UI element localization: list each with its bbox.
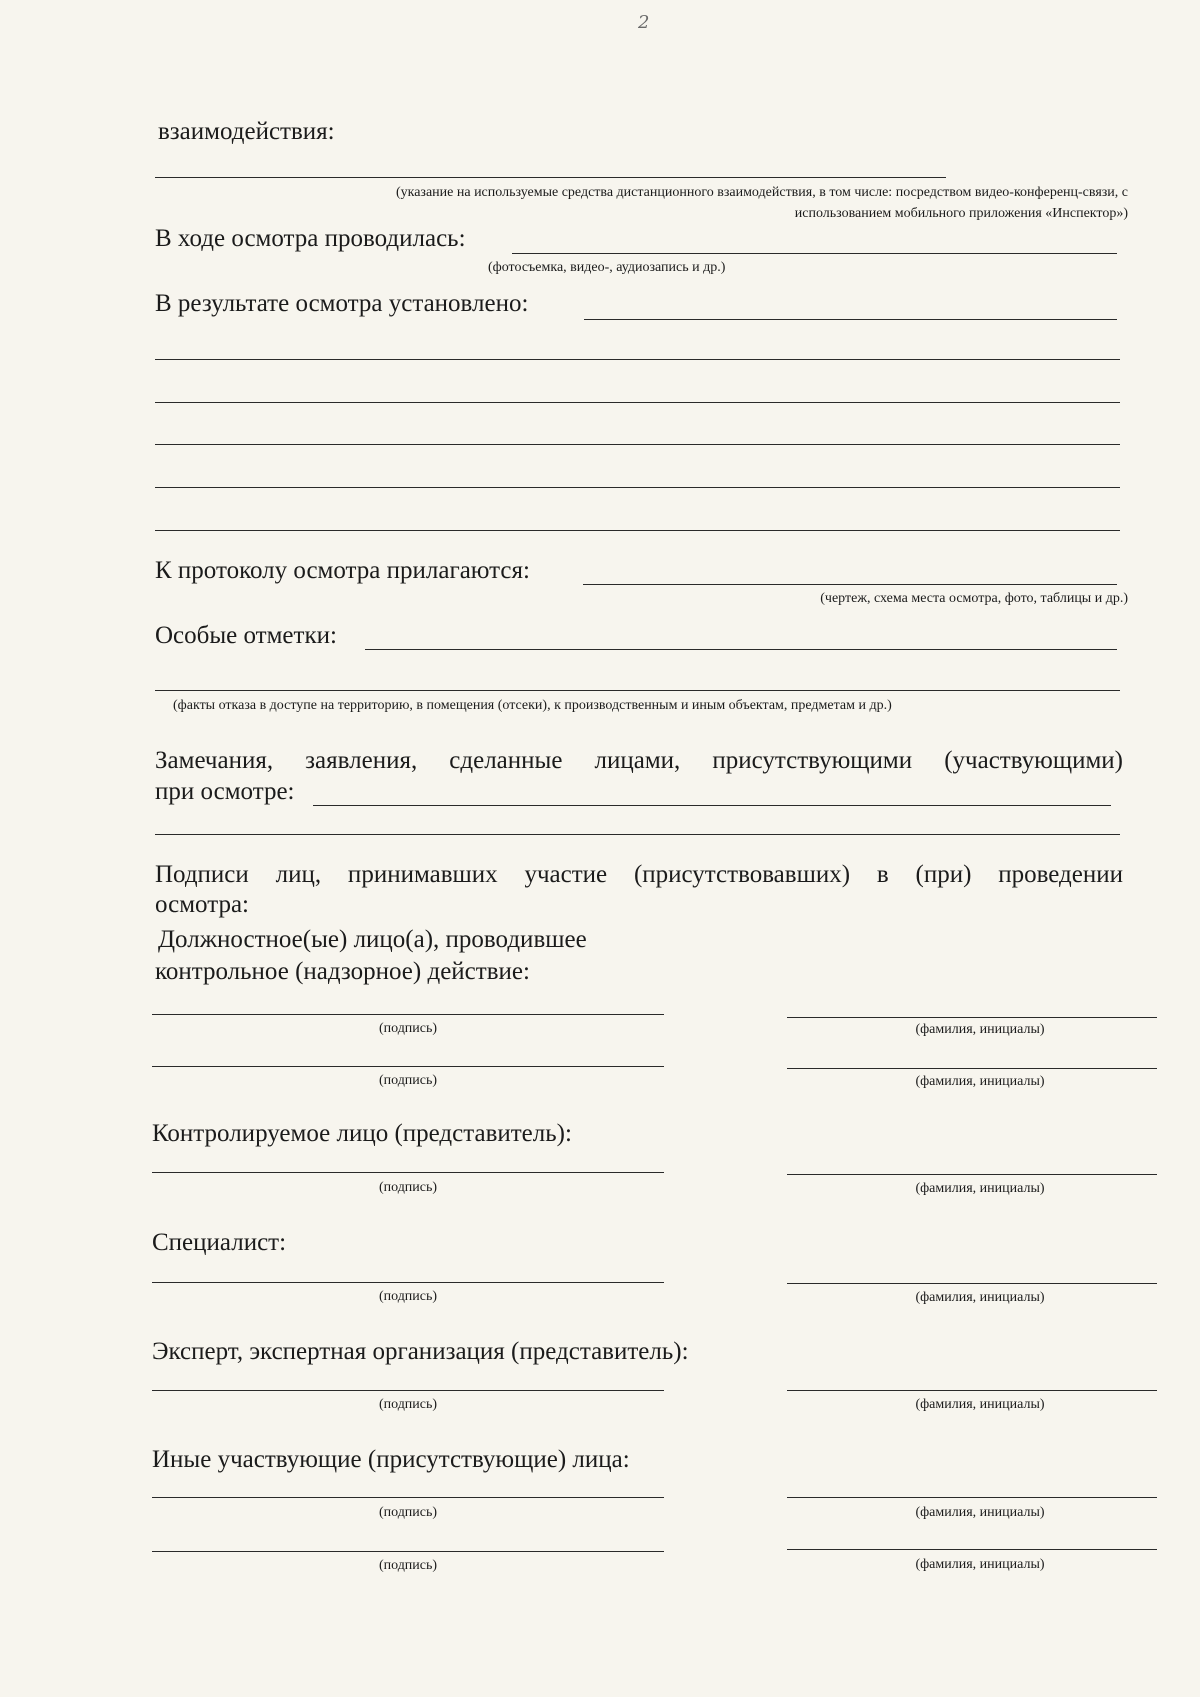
recording-label: В ходе осмотра проводилась: xyxy=(155,225,466,252)
attachments-line xyxy=(583,584,1117,585)
attachments-note: (чертеж, схема места осмотра, фото, таблицы и др.) xyxy=(820,591,1128,606)
signatures-line-1: Подписи лиц, принимавших участие (присутствовавших) в (при) проведении xyxy=(155,861,1123,888)
official-line-2: контрольное (надзорное) действие: xyxy=(155,958,530,985)
controlled-label: Контролируемое лицо (представитель): xyxy=(152,1120,572,1147)
official-name-line-1 xyxy=(787,1017,1157,1018)
recording-line xyxy=(512,253,1117,254)
remarks-line-a xyxy=(313,805,1111,806)
special-label: Особые отметки: xyxy=(155,622,337,649)
others-name-line-2 xyxy=(787,1549,1157,1550)
result-line-2 xyxy=(155,402,1120,403)
expert-sign-caption: (подпись) xyxy=(378,1397,438,1412)
others-name-caption-1: (фамилия, инициалы) xyxy=(915,1505,1045,1520)
others-name-line-1 xyxy=(787,1497,1157,1498)
official-sign-line-2 xyxy=(152,1066,664,1067)
recording-note: (фотосъемка, видео-, аудиозапись и др.) xyxy=(488,260,726,275)
specialist-sign-caption: (подпись) xyxy=(378,1289,438,1304)
remarks-line-2: при осмотре: xyxy=(155,778,295,805)
others-sign-caption-2: (подпись) xyxy=(378,1558,438,1573)
expert-name-line xyxy=(787,1390,1157,1391)
official-name-caption-1: (фамилия, инициалы) xyxy=(915,1022,1045,1037)
controlled-sign-line xyxy=(152,1172,664,1173)
result-line-1 xyxy=(155,359,1120,360)
others-label: Иные участвующие (присутствующие) лица: xyxy=(152,1446,630,1473)
attachments-label: К протоколу осмотра прилагаются: xyxy=(155,557,530,584)
result-line-0 xyxy=(584,319,1117,320)
special-line-1 xyxy=(155,690,1120,691)
specialist-label: Специалист: xyxy=(152,1229,287,1256)
result-label: В результате осмотра установлено: xyxy=(155,290,529,317)
remote-tools-note-1: (указание на используемые средства дистанционного взаимодействия, в том числе: посредством видео-конференц-связи, с xyxy=(395,185,1128,200)
specialist-sign-line xyxy=(152,1282,664,1283)
signatures-line-2: осмотра: xyxy=(155,891,249,918)
header-text: взаимодействия: xyxy=(158,118,335,145)
official-name-caption-2: (фамилия, инициалы) xyxy=(915,1074,1045,1089)
expert-name-caption: (фамилия, инициалы) xyxy=(915,1397,1045,1412)
result-line-4 xyxy=(155,487,1120,488)
official-sign-line-1 xyxy=(152,1014,664,1015)
remote-tools-note-2: использованием мобильного приложения «Инспектор») xyxy=(794,206,1128,221)
controlled-name-line xyxy=(787,1174,1157,1175)
controlled-name-caption: (фамилия, инициалы) xyxy=(915,1181,1045,1196)
others-name-caption-2: (фамилия, инициалы) xyxy=(915,1557,1045,1572)
official-sign-caption-2: (подпись) xyxy=(378,1073,438,1088)
official-line-1: Должностное(ые) лицо(а), проводившее xyxy=(158,926,587,953)
controlled-sign-caption: (подпись) xyxy=(378,1180,438,1195)
remarks-line-b xyxy=(155,834,1120,835)
official-name-line-2 xyxy=(787,1068,1157,1069)
special-line-0 xyxy=(365,649,1117,650)
result-line-5 xyxy=(155,530,1120,531)
others-sign-line-1 xyxy=(152,1497,664,1498)
special-note: (факты отказа в доступе на территорию, в помещения (отсеки), к производственным и иным объектам, предметам и др.) xyxy=(173,698,892,713)
remarks-line-1: Замечания, заявления, сделанные лицами, присутствующими (участвующими) xyxy=(155,747,1123,774)
others-sign-line-2 xyxy=(152,1551,664,1552)
expert-label: Эксперт, экспертная организация (представитель): xyxy=(152,1338,689,1365)
remote-tools-line xyxy=(155,177,946,178)
official-sign-caption-1: (подпись) xyxy=(378,1021,438,1036)
expert-sign-line xyxy=(152,1390,664,1391)
result-line-3 xyxy=(155,444,1120,445)
others-sign-caption-1: (подпись) xyxy=(378,1505,438,1520)
specialist-name-line xyxy=(787,1283,1157,1284)
page-number: 2 xyxy=(638,12,650,33)
specialist-name-caption: (фамилия, инициалы) xyxy=(915,1290,1045,1305)
